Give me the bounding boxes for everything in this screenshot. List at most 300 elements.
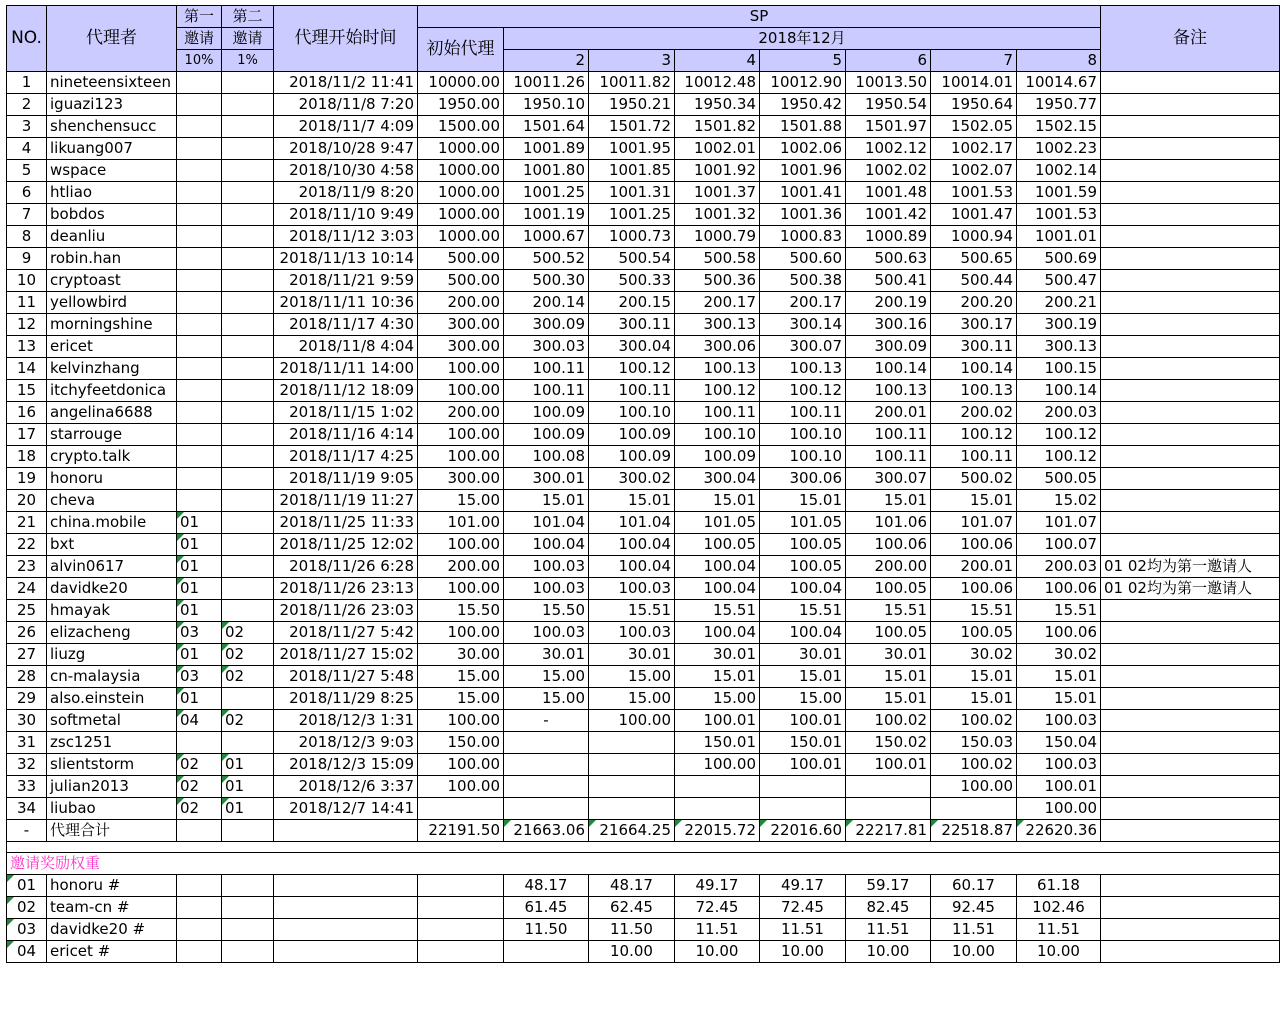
row-remarks[interactable] [1101,688,1280,710]
row-sp-day-4[interactable]: 100.04 [675,556,760,578]
row-sp-day-5[interactable]: 100.04 [760,578,846,600]
header-initial[interactable]: 初始代理 [418,28,504,72]
header-day-7[interactable]: 7 [931,50,1017,72]
row-sp-day-4[interactable]: 100.10 [675,424,760,446]
total-sp-day-8[interactable]: 22620.36 [1017,820,1101,842]
row-no[interactable]: 23 [7,556,47,578]
reward-day-7[interactable]: 11.51 [931,919,1017,941]
row-first-inviter[interactable]: 01 [177,512,222,534]
row-sp-day-7[interactable]: 300.11 [931,336,1017,358]
row-first-inviter[interactable] [177,292,222,314]
row-sp-day-6[interactable]: 150.02 [846,732,931,754]
total-sp-day-7[interactable]: 22518.87 [931,820,1017,842]
row-sp-day-6[interactable]: 100.11 [846,424,931,446]
row-start-time[interactable]: 2018/10/30 4:58 [274,160,418,182]
row-initial-sp[interactable]: 100.00 [418,776,504,798]
row-first-inviter[interactable]: 01 [177,600,222,622]
header-agent[interactable]: 代理者 [47,6,177,72]
row-sp-day-5[interactable] [760,776,846,798]
reward-empty-2[interactable] [222,941,274,963]
row-agent-name[interactable]: starrouge [47,424,177,446]
row-initial-sp[interactable]: 30.00 [418,644,504,666]
header-day-5[interactable]: 5 [760,50,846,72]
row-remarks[interactable] [1101,666,1280,688]
row-agent-name[interactable]: liuzg [47,644,177,666]
reward-empty-4[interactable] [418,875,504,897]
row-sp-day-2[interactable]: 15.00 [504,688,589,710]
row-sp-day-6[interactable]: 200.19 [846,292,931,314]
row-start-time[interactable]: 2018/11/16 4:14 [274,424,418,446]
row-agent-name[interactable]: deanliu [47,226,177,248]
row-second-inviter[interactable] [222,534,274,556]
row-sp-day-5[interactable]: 15.01 [760,490,846,512]
row-remarks[interactable] [1101,182,1280,204]
row-sp-day-4[interactable]: 100.05 [675,534,760,556]
row-sp-day-4[interactable]: 1002.01 [675,138,760,160]
row-remarks[interactable] [1101,270,1280,292]
row-start-time[interactable]: 2018/11/2 11:41 [274,72,418,94]
row-initial-sp[interactable]: 500.00 [418,270,504,292]
row-no[interactable]: 18 [7,446,47,468]
row-sp-day-3[interactable]: 500.33 [589,270,675,292]
reward-day-2[interactable]: 48.17 [504,875,589,897]
row-sp-day-5[interactable]: 100.04 [760,622,846,644]
row-agent-name[interactable]: bxt [47,534,177,556]
row-first-inviter[interactable] [177,138,222,160]
row-no[interactable]: 25 [7,600,47,622]
row-sp-day-6[interactable]: 15.51 [846,600,931,622]
reward-day-7[interactable]: 60.17 [931,875,1017,897]
reward-empty-2[interactable] [222,875,274,897]
row-no[interactable]: 3 [7,116,47,138]
reward-day-2[interactable]: 61.45 [504,897,589,919]
row-sp-day-5[interactable]: 100.01 [760,754,846,776]
row-sp-day-2[interactable]: 300.03 [504,336,589,358]
row-second-inviter[interactable] [222,160,274,182]
row-sp-day-6[interactable]: 10013.50 [846,72,931,94]
row-agent-name[interactable]: hmayak [47,600,177,622]
row-start-time[interactable]: 2018/11/19 9:05 [274,468,418,490]
row-remarks[interactable] [1101,710,1280,732]
row-sp-day-5[interactable]: 15.01 [760,666,846,688]
row-remarks[interactable]: 01 02均为第一邀请人 [1101,556,1280,578]
row-no[interactable]: 33 [7,776,47,798]
row-first-inviter[interactable]: 03 [177,622,222,644]
total-no[interactable]: - [7,820,47,842]
row-sp-day-2[interactable]: 500.30 [504,270,589,292]
total-sp-day-3[interactable]: 21664.25 [589,820,675,842]
row-sp-day-6[interactable]: 300.07 [846,468,931,490]
row-sp-day-3[interactable]: 101.04 [589,512,675,534]
header-month[interactable]: 2018年12月 [504,28,1101,50]
row-no[interactable]: 13 [7,336,47,358]
row-first-inviter[interactable] [177,336,222,358]
row-sp-day-4[interactable] [675,776,760,798]
reward-empty-4[interactable] [418,897,504,919]
reward-name[interactable]: honoru # [47,875,177,897]
row-second-inviter[interactable] [222,490,274,512]
row-sp-day-5[interactable] [760,798,846,820]
row-sp-day-5[interactable]: 1001.96 [760,160,846,182]
row-sp-day-3[interactable]: 100.00 [589,710,675,732]
row-agent-name[interactable]: bobdos [47,204,177,226]
row-remarks[interactable] [1101,160,1280,182]
row-agent-name[interactable]: slientstorm [47,754,177,776]
row-start-time[interactable]: 2018/11/12 3:03 [274,226,418,248]
reward-day-7[interactable]: 10.00 [931,941,1017,963]
row-sp-day-5[interactable]: 100.11 [760,402,846,424]
row-agent-name[interactable]: morningshine [47,314,177,336]
row-agent-name[interactable]: julian2013 [47,776,177,798]
reward-day-7[interactable]: 92.45 [931,897,1017,919]
row-sp-day-8[interactable]: 100.01 [1017,776,1101,798]
row-sp-day-3[interactable]: 200.15 [589,292,675,314]
header-sp[interactable]: SP [418,6,1101,28]
row-remarks[interactable] [1101,424,1280,446]
row-sp-day-6[interactable]: 1001.48 [846,182,931,204]
row-sp-day-6[interactable] [846,776,931,798]
row-sp-day-5[interactable]: 100.10 [760,446,846,468]
row-sp-day-5[interactable]: 1001.36 [760,204,846,226]
reward-day-5[interactable]: 72.45 [760,897,846,919]
row-sp-day-2[interactable]: 15.50 [504,600,589,622]
row-sp-day-2[interactable]: 1001.89 [504,138,589,160]
row-second-inviter[interactable]: 02 [222,710,274,732]
row-first-inviter[interactable] [177,270,222,292]
row-second-inviter[interactable] [222,226,274,248]
row-start-time[interactable]: 2018/11/9 8:20 [274,182,418,204]
row-no[interactable]: 4 [7,138,47,160]
row-start-time[interactable]: 2018/11/11 14:00 [274,358,418,380]
total-initial-sp[interactable]: 22191.50 [418,820,504,842]
row-start-time[interactable]: 2018/12/3 9:03 [274,732,418,754]
row-agent-name[interactable]: honoru [47,468,177,490]
row-initial-sp[interactable]: 100.00 [418,446,504,468]
row-sp-day-7[interactable]: 100.11 [931,446,1017,468]
row-first-inviter[interactable] [177,160,222,182]
row-sp-day-4[interactable]: 100.04 [675,578,760,600]
row-first-inviter[interactable] [177,446,222,468]
row-sp-day-3[interactable]: 15.00 [589,688,675,710]
row-remarks[interactable]: 01 02均为第一邀请人 [1101,578,1280,600]
reward-empty-3[interactable] [274,941,418,963]
row-sp-day-4[interactable]: 1001.92 [675,160,760,182]
row-remarks[interactable] [1101,380,1280,402]
row-agent-name[interactable]: also.einstein [47,688,177,710]
row-sp-day-5[interactable]: 10012.90 [760,72,846,94]
row-sp-day-8[interactable]: 100.07 [1017,534,1101,556]
row-sp-day-4[interactable]: 1000.79 [675,226,760,248]
row-sp-day-3[interactable]: 15.00 [589,666,675,688]
row-start-time[interactable]: 2018/12/7 14:41 [274,798,418,820]
row-first-inviter[interactable]: 02 [177,754,222,776]
row-first-inviter[interactable] [177,248,222,270]
row-initial-sp[interactable]: 150.00 [418,732,504,754]
row-sp-day-3[interactable]: 300.02 [589,468,675,490]
row-initial-sp[interactable]: 101.00 [418,512,504,534]
row-remarks[interactable] [1101,402,1280,424]
row-sp-day-7[interactable]: 100.00 [931,776,1017,798]
reward-day-4[interactable]: 11.51 [675,919,760,941]
row-sp-day-4[interactable]: 100.01 [675,710,760,732]
total-label[interactable]: 代理合计 [47,820,177,842]
row-sp-day-2[interactable]: 100.11 [504,380,589,402]
row-sp-day-6[interactable]: 30.01 [846,644,931,666]
row-first-inviter[interactable]: 01 [177,534,222,556]
row-start-time[interactable]: 2018/11/17 4:30 [274,314,418,336]
row-sp-day-5[interactable]: 1950.42 [760,94,846,116]
row-sp-day-4[interactable]: 1950.34 [675,94,760,116]
row-sp-day-7[interactable]: 100.14 [931,358,1017,380]
row-sp-day-7[interactable]: 1002.07 [931,160,1017,182]
row-sp-day-8[interactable]: 150.04 [1017,732,1101,754]
row-first-inviter[interactable]: 02 [177,798,222,820]
row-remarks[interactable] [1101,754,1280,776]
row-start-time[interactable]: 2018/11/11 10:36 [274,292,418,314]
reward-day-6[interactable]: 10.00 [846,941,931,963]
row-sp-day-6[interactable]: 1000.89 [846,226,931,248]
row-no[interactable]: 17 [7,424,47,446]
row-sp-day-5[interactable]: 500.60 [760,248,846,270]
row-initial-sp[interactable]: 15.00 [418,688,504,710]
row-no[interactable]: 12 [7,314,47,336]
row-remarks[interactable] [1101,534,1280,556]
row-initial-sp[interactable]: 300.00 [418,336,504,358]
total-sp-day-5[interactable]: 22016.60 [760,820,846,842]
reward-day-2[interactable] [504,941,589,963]
row-sp-day-6[interactable]: 100.14 [846,358,931,380]
reward-day-8[interactable]: 102.46 [1017,897,1101,919]
row-start-time[interactable]: 2018/11/26 23:03 [274,600,418,622]
row-sp-day-3[interactable]: 1001.95 [589,138,675,160]
row-sp-day-7[interactable]: 15.01 [931,490,1017,512]
reward-name[interactable]: ericet # [47,941,177,963]
row-initial-sp[interactable]: 15.00 [418,490,504,512]
row-sp-day-8[interactable]: 1002.14 [1017,160,1101,182]
row-initial-sp[interactable] [418,798,504,820]
row-sp-day-3[interactable]: 1001.31 [589,182,675,204]
row-sp-day-6[interactable]: 100.02 [846,710,931,732]
row-remarks[interactable] [1101,490,1280,512]
row-initial-sp[interactable]: 15.00 [418,666,504,688]
row-sp-day-3[interactable]: 1001.85 [589,160,675,182]
row-sp-day-8[interactable]: 100.03 [1017,754,1101,776]
row-initial-sp[interactable]: 100.00 [418,710,504,732]
row-no[interactable]: 28 [7,666,47,688]
row-first-inviter[interactable]: 01 [177,644,222,666]
header-second-invite-3[interactable]: 1% [222,50,274,72]
row-second-inviter[interactable] [222,402,274,424]
row-sp-day-2[interactable]: 100.03 [504,578,589,600]
row-sp-day-2[interactable]: 1950.10 [504,94,589,116]
row-sp-day-8[interactable]: 15.01 [1017,666,1101,688]
row-sp-day-4[interactable]: 30.01 [675,644,760,666]
row-sp-day-5[interactable]: 1002.06 [760,138,846,160]
row-first-inviter[interactable] [177,490,222,512]
row-sp-day-2[interactable]: 100.09 [504,424,589,446]
row-sp-day-3[interactable]: 100.04 [589,556,675,578]
row-sp-day-2[interactable]: 100.03 [504,556,589,578]
row-first-inviter[interactable]: 02 [177,776,222,798]
row-remarks[interactable] [1101,336,1280,358]
reward-empty-1[interactable] [177,919,222,941]
reward-empty-3[interactable] [274,919,418,941]
row-no[interactable]: 21 [7,512,47,534]
row-agent-name[interactable]: softmetal [47,710,177,732]
row-initial-sp[interactable]: 1000.00 [418,204,504,226]
row-sp-day-7[interactable]: 1000.94 [931,226,1017,248]
row-remarks[interactable] [1101,94,1280,116]
row-sp-day-7[interactable]: 500.65 [931,248,1017,270]
row-sp-day-2[interactable] [504,798,589,820]
row-first-inviter[interactable]: 03 [177,666,222,688]
row-sp-day-3[interactable] [589,754,675,776]
row-sp-day-7[interactable]: 200.20 [931,292,1017,314]
row-sp-day-3[interactable]: 100.12 [589,358,675,380]
row-agent-name[interactable]: alvin0617 [47,556,177,578]
row-sp-day-8[interactable]: 100.12 [1017,424,1101,446]
row-sp-day-3[interactable]: 1000.73 [589,226,675,248]
total-sp-day-2[interactable]: 21663.06 [504,820,589,842]
row-first-inviter[interactable] [177,182,222,204]
row-second-inviter[interactable] [222,446,274,468]
row-sp-day-4[interactable]: 1001.37 [675,182,760,204]
reward-section-title[interactable]: 邀请奖励权重 [7,853,1280,875]
row-sp-day-2[interactable]: 100.03 [504,622,589,644]
row-first-inviter[interactable]: 01 [177,688,222,710]
row-remarks[interactable] [1101,314,1280,336]
row-remarks[interactable] [1101,226,1280,248]
row-start-time[interactable]: 2018/11/29 8:25 [274,688,418,710]
row-second-inviter[interactable] [222,204,274,226]
row-sp-day-2[interactable]: 100.08 [504,446,589,468]
row-start-time[interactable]: 2018/11/26 6:28 [274,556,418,578]
header-day-4[interactable]: 4 [675,50,760,72]
row-sp-day-3[interactable]: 100.03 [589,622,675,644]
row-sp-day-7[interactable]: 1001.53 [931,182,1017,204]
row-start-time[interactable]: 2018/11/27 15:02 [274,644,418,666]
reward-no[interactable]: 03 [7,919,47,941]
row-sp-day-4[interactable]: 100.09 [675,446,760,468]
row-sp-day-7[interactable]: 200.01 [931,556,1017,578]
row-initial-sp[interactable]: 500.00 [418,248,504,270]
row-second-inviter[interactable] [222,336,274,358]
row-initial-sp[interactable]: 1950.00 [418,94,504,116]
header-first-invite-2[interactable]: 邀请 [177,28,222,50]
row-remarks[interactable] [1101,72,1280,94]
row-no[interactable]: 34 [7,798,47,820]
row-initial-sp[interactable]: 100.00 [418,578,504,600]
row-second-inviter[interactable] [222,292,274,314]
row-second-inviter[interactable] [222,600,274,622]
reward-day-2[interactable]: 11.50 [504,919,589,941]
row-remarks[interactable] [1101,512,1280,534]
reward-day-4[interactable]: 10.00 [675,941,760,963]
row-sp-day-2[interactable]: 30.01 [504,644,589,666]
row-first-inviter[interactable] [177,226,222,248]
row-sp-day-6[interactable]: 15.01 [846,666,931,688]
reward-day-5[interactable]: 49.17 [760,875,846,897]
total-empty-2[interactable] [222,820,274,842]
row-sp-day-2[interactable]: 100.04 [504,534,589,556]
header-start-time[interactable]: 代理开始时间 [274,6,418,72]
reward-no[interactable]: 04 [7,941,47,963]
row-agent-name[interactable]: ericet [47,336,177,358]
row-remarks[interactable] [1101,644,1280,666]
row-initial-sp[interactable]: 200.00 [418,402,504,424]
row-start-time[interactable]: 2018/11/25 11:33 [274,512,418,534]
row-initial-sp[interactable]: 15.50 [418,600,504,622]
row-sp-day-8[interactable]: 100.06 [1017,622,1101,644]
reward-day-5[interactable]: 11.51 [760,919,846,941]
row-agent-name[interactable]: robin.han [47,248,177,270]
row-start-time[interactable]: 2018/11/25 12:02 [274,534,418,556]
row-remarks[interactable] [1101,358,1280,380]
row-start-time[interactable]: 2018/11/12 18:09 [274,380,418,402]
row-remarks[interactable] [1101,732,1280,754]
row-sp-day-5[interactable]: 1501.88 [760,116,846,138]
header-first-invite-1[interactable]: 第一 [177,6,222,28]
row-sp-day-3[interactable]: 300.11 [589,314,675,336]
row-sp-day-8[interactable]: 101.07 [1017,512,1101,534]
row-sp-day-8[interactable]: 15.01 [1017,688,1101,710]
reward-day-3[interactable]: 11.50 [589,919,675,941]
row-sp-day-6[interactable]: 300.16 [846,314,931,336]
row-sp-day-8[interactable]: 500.69 [1017,248,1101,270]
row-first-inviter[interactable] [177,116,222,138]
row-no[interactable]: 11 [7,292,47,314]
row-initial-sp[interactable]: 1000.00 [418,182,504,204]
row-sp-day-8[interactable]: 300.19 [1017,314,1101,336]
row-sp-day-6[interactable]: 200.01 [846,402,931,424]
row-second-inviter[interactable] [222,270,274,292]
row-sp-day-6[interactable]: 300.09 [846,336,931,358]
row-sp-day-6[interactable]: 101.06 [846,512,931,534]
row-sp-day-8[interactable]: 15.02 [1017,490,1101,512]
row-agent-name[interactable]: kelvinzhang [47,358,177,380]
row-sp-day-2[interactable]: 1001.25 [504,182,589,204]
row-sp-day-6[interactable]: 200.00 [846,556,931,578]
row-sp-day-5[interactable]: 100.01 [760,710,846,732]
row-sp-day-2[interactable] [504,754,589,776]
row-sp-day-2[interactable]: 500.52 [504,248,589,270]
row-sp-day-7[interactable] [931,798,1017,820]
row-sp-day-8[interactable]: 1001.01 [1017,226,1101,248]
row-no[interactable]: 14 [7,358,47,380]
row-sp-day-5[interactable]: 200.17 [760,292,846,314]
row-sp-day-6[interactable]: 1002.12 [846,138,931,160]
row-sp-day-6[interactable]: 1501.97 [846,116,931,138]
row-sp-day-3[interactable] [589,732,675,754]
reward-remarks[interactable] [1101,875,1280,897]
header-remarks[interactable]: 备注 [1101,6,1280,72]
row-sp-day-4[interactable]: 15.51 [675,600,760,622]
row-sp-day-2[interactable]: 300.09 [504,314,589,336]
reward-day-8[interactable]: 10.00 [1017,941,1101,963]
row-no[interactable]: 30 [7,710,47,732]
row-second-inviter[interactable] [222,314,274,336]
row-sp-day-2[interactable]: 10011.26 [504,72,589,94]
row-sp-day-4[interactable]: 101.05 [675,512,760,534]
row-remarks[interactable] [1101,446,1280,468]
row-initial-sp[interactable]: 1500.00 [418,116,504,138]
row-initial-sp[interactable]: 100.00 [418,534,504,556]
row-sp-day-3[interactable]: 1950.21 [589,94,675,116]
row-start-time[interactable]: 2018/11/8 4:04 [274,336,418,358]
reward-empty-3[interactable] [274,875,418,897]
row-sp-day-7[interactable]: 1002.17 [931,138,1017,160]
row-sp-day-5[interactable]: 100.10 [760,424,846,446]
